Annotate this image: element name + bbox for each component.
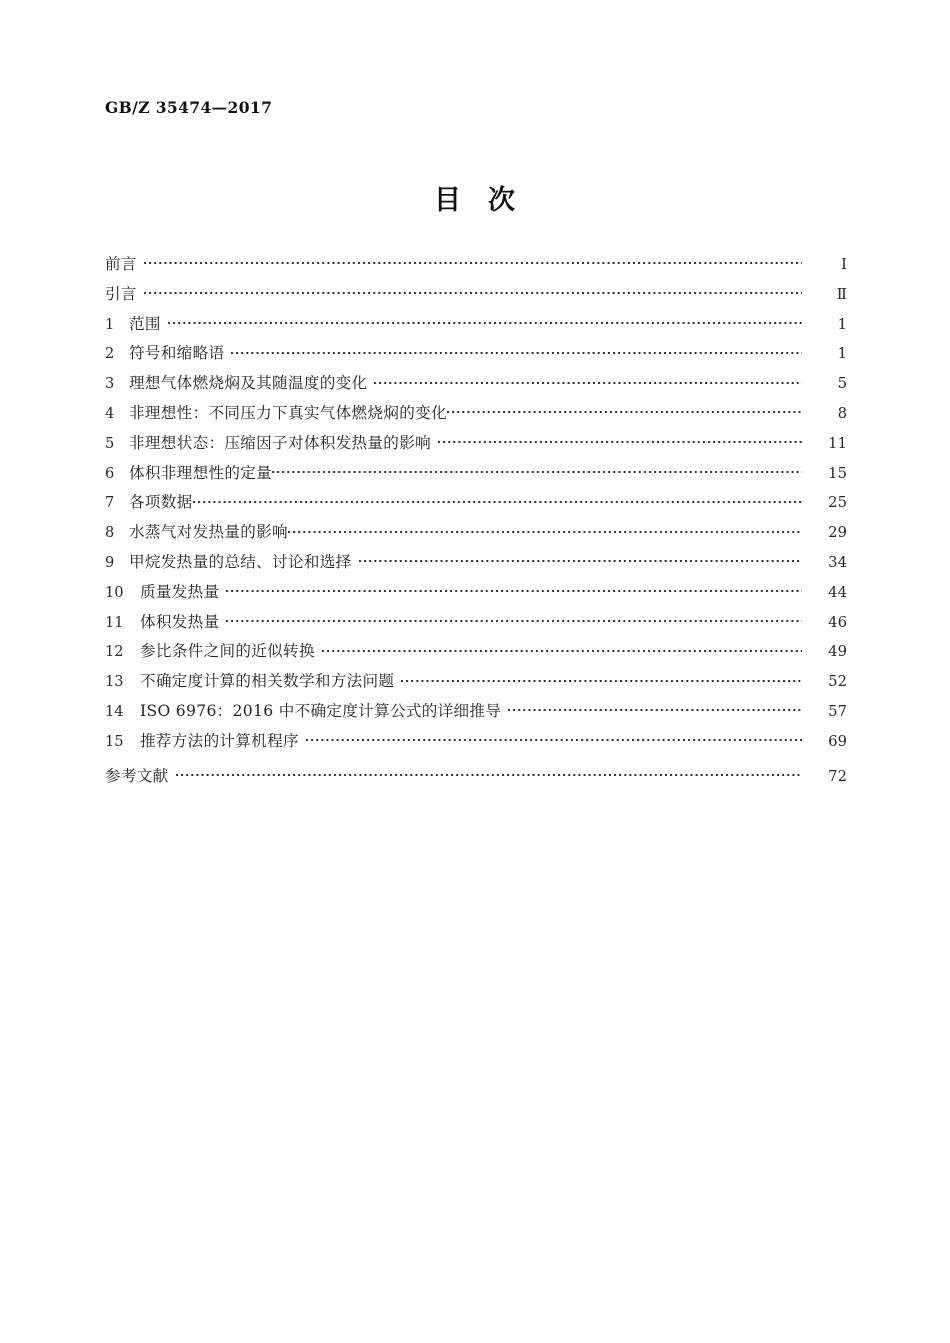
toc-entry-label: 非理想状态：压缩因子对体积发热量的影响 [129, 433, 431, 452]
toc-entry-page-number: Ⅱ [836, 284, 847, 303]
toc-entry[interactable] [105, 401, 847, 431]
toc-entry[interactable] [105, 729, 847, 759]
toc-entry[interactable] [105, 282, 847, 312]
toc-entry-label: 理想气体燃烧焖及其随温度的变化 [129, 374, 368, 393]
toc-entry-label: 体积非理想性的定量 [129, 463, 273, 482]
toc-entry-number: 6 [105, 464, 115, 482]
toc-entry-label: 质量发热量 [140, 582, 220, 601]
toc-dot-leader [226, 611, 802, 626]
toc-entry[interactable] [105, 550, 847, 580]
toc-entry-page-number: Ⅰ [841, 255, 847, 273]
toc-dot-leader [438, 432, 802, 447]
toc-entry[interactable] [105, 639, 847, 669]
page-title-char-2: 次 [488, 185, 516, 216]
toc-dot-leader [508, 701, 802, 716]
toc-entry-number: 9 [105, 553, 115, 571]
toc-entry-label: 甲烷发热量的总结、讨论和选择 [129, 552, 352, 571]
toc-entry-number: 13 [105, 673, 124, 691]
toc-entry-page-number: 34 [828, 553, 847, 571]
toc-dot-leader [226, 581, 802, 596]
toc-entry-page-number: 5 [837, 375, 847, 393]
toc-dot-leader [144, 254, 802, 269]
toc-entry[interactable] [105, 341, 847, 371]
toc-entry-label: 推荐方法的计算机程序 [140, 731, 299, 750]
page-title [0, 178, 950, 217]
toc-dot-leader [374, 373, 802, 388]
toc-dot-leader [322, 641, 802, 656]
toc-entry-number: 3 [105, 375, 115, 393]
toc-entry-number: 10 [105, 583, 124, 601]
toc-entry[interactable] [105, 669, 847, 699]
toc-dot-leader [231, 343, 802, 358]
toc-entry-label: 各项数据 [129, 493, 193, 512]
toc-dot-leader [306, 730, 802, 745]
standard-code-header: GB/Z 35474—2017 [105, 98, 273, 117]
toc-dot-leader [144, 283, 802, 298]
toc-entry-page-number: 49 [828, 643, 847, 661]
toc-entry-label: 前言 [105, 255, 137, 273]
toc-entry-number: 4 [105, 404, 115, 422]
toc-entry-page-number: 57 [828, 702, 847, 720]
toc-entry-page-number: 46 [828, 613, 847, 631]
toc-dot-leader [447, 403, 802, 418]
toc-dot-leader [359, 552, 802, 567]
toc-entry-number: 14 [105, 702, 124, 720]
toc-entry[interactable] [105, 764, 847, 794]
toc-entry-number: 7 [105, 494, 115, 512]
toc-entry[interactable] [105, 610, 847, 640]
toc-entry-label: 体积发热量 [140, 612, 220, 631]
toc-entry[interactable] [105, 490, 847, 520]
toc-entry-label: 参比条件之间的近似转换 [140, 642, 315, 661]
toc-dot-leader [168, 313, 802, 328]
toc-entry-label: ISO 6976：2016 中不确定度计算公式的详细推导 [140, 701, 502, 720]
toc-entry-number: 15 [105, 732, 124, 750]
toc-entry[interactable] [105, 520, 847, 550]
toc-entry-label: 符号和缩略语 [129, 344, 225, 363]
toc-dot-leader [176, 765, 802, 780]
toc-entry-page-number: 72 [828, 767, 847, 785]
toc-entry-page-number: 1 [837, 315, 847, 333]
toc-entry-page-number: 29 [828, 524, 847, 542]
page-title-char-1: 目 [434, 185, 462, 216]
table-of-contents [105, 252, 847, 793]
toc-dot-leader [288, 522, 802, 537]
toc-entry[interactable] [105, 252, 847, 282]
toc-entry-page-number: 1 [837, 345, 847, 363]
toc-entry-number: 12 [105, 643, 124, 661]
toc-entry[interactable] [105, 461, 847, 491]
toc-dot-leader [272, 462, 802, 477]
toc-entry-label: 引言 [105, 284, 137, 303]
toc-entry-page-number: 15 [828, 464, 847, 482]
toc-dot-leader [401, 671, 802, 686]
toc-entry-page-number: 11 [828, 434, 847, 452]
toc-entry-label: 范围 [129, 314, 161, 333]
toc-entry[interactable] [105, 371, 847, 401]
toc-entry-page-number: 44 [828, 583, 847, 601]
toc-entry-number: 5 [105, 434, 115, 452]
toc-entry-label: 水蒸气对发热量的影响 [129, 523, 288, 542]
toc-entry-label: 参考文献 [105, 766, 169, 785]
toc-entry-number: 1 [105, 315, 115, 333]
toc-entry[interactable] [105, 699, 847, 729]
toc-entry-label: 非理想性：不同压力下真实气体燃烧焖的变化 [129, 403, 447, 422]
toc-dot-leader [193, 492, 802, 507]
toc-entry[interactable] [105, 312, 847, 342]
toc-entry-page-number: 25 [828, 494, 847, 512]
toc-entry[interactable] [105, 580, 847, 610]
toc-entry-number: 8 [105, 524, 115, 542]
toc-entry-page-number: 8 [837, 404, 847, 422]
toc-entry-page-number: 52 [828, 673, 847, 691]
toc-entry-number: 2 [105, 345, 115, 363]
toc-entry[interactable] [105, 431, 847, 461]
toc-entry-page-number: 69 [828, 732, 847, 750]
toc-entry-label: 不确定度计算的相关数学和方法问题 [140, 672, 395, 691]
toc-entry-number: 11 [105, 613, 124, 631]
